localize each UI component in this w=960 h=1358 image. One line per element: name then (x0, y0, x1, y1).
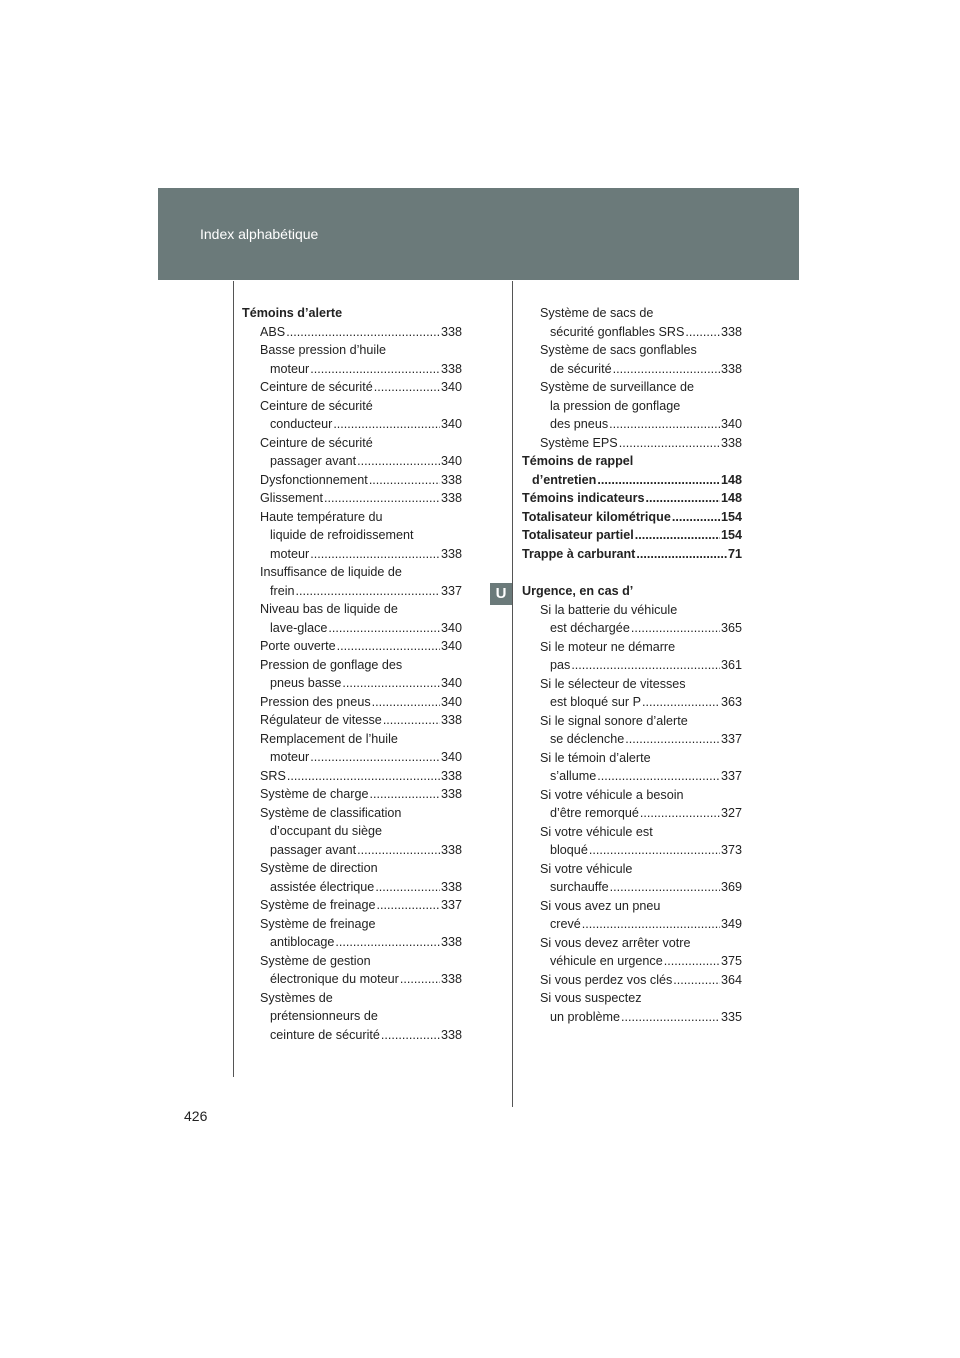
letter-tab-u[interactable]: U (490, 583, 512, 605)
index-entry-text: est bloqué sur P (550, 695, 642, 709)
leader-dots (582, 915, 720, 934)
leader-dots (685, 323, 720, 342)
leader-dots (597, 471, 720, 490)
index-entry-text: Totalisateur kilométrique (522, 509, 671, 524)
index-entry (242, 323, 462, 342)
leader-dots (310, 748, 440, 767)
index-entry-text: crevé (550, 917, 581, 931)
index-entry (522, 823, 742, 842)
leader-dots (370, 785, 440, 804)
index-entry (522, 471, 742, 490)
index-entry (242, 804, 462, 823)
index-entry-text: Témoins d’alerte (242, 306, 343, 320)
index-entry (242, 452, 462, 471)
page-header (158, 188, 799, 280)
index-entry-text: Trappe à carburant (522, 546, 636, 561)
index-entry (522, 415, 742, 434)
index-entry-page[interactable]: 338 (720, 361, 742, 376)
index-entry (522, 767, 742, 786)
index-entry (242, 767, 462, 786)
index-entry (522, 526, 742, 545)
leader-dots (377, 896, 440, 915)
index-entry-text: Remplacement de l’huile (260, 731, 398, 746)
index-entry-page[interactable]: 327 (720, 806, 742, 820)
index-entry (522, 786, 742, 805)
index-entry-text: surchauffe (550, 880, 609, 894)
index-entry-text: Ceinture de sécurité (260, 398, 373, 413)
index-entry-text: Si vous suspectez (540, 991, 642, 1005)
index-entry-page[interactable]: 373 (720, 843, 742, 857)
index-entry (522, 489, 742, 508)
leader-dots (621, 1008, 720, 1027)
index-entry (242, 434, 462, 453)
index-entry-text: d’occupant du siège (270, 824, 383, 838)
index-entry-page[interactable]: 338 (440, 491, 462, 505)
index-entry-text: Si votre véhicule (540, 861, 633, 876)
index-entry-text: un problème (550, 1009, 621, 1024)
index-entry-text: ceinture de sécurité (270, 1027, 380, 1042)
index-entry-text: est déchargée (550, 621, 630, 635)
index-entry-text: Système de surveillance de (540, 380, 695, 394)
index-entry (522, 508, 742, 527)
index-entry (242, 489, 462, 508)
index-entry-text: Porte ouverte (260, 639, 336, 653)
index-entry-page[interactable]: 361 (720, 658, 742, 672)
index-entry (242, 711, 462, 730)
index-entry-text: Ceinture de sécurité (260, 435, 373, 450)
index-entry (242, 656, 462, 675)
index-entry-page[interactable]: 340 (440, 620, 462, 635)
index-entry-text: moteur (270, 750, 310, 764)
index-entry-text: Système de direction (260, 861, 378, 875)
index-entry-text: Si vous devez arrêter votre (540, 935, 691, 950)
index-entry (522, 804, 742, 823)
index-entry-text: antiblocage (270, 935, 335, 949)
index-entry (242, 415, 462, 434)
index-entry-text: bloqué (550, 843, 588, 857)
index-entry-text: ABS (260, 324, 286, 339)
index-entry-text: Si le moteur ne démarre (540, 639, 676, 654)
index-entry-text: Si le sélecteur de vitesses (540, 676, 686, 691)
index-entry-text: Si votre véhicule a besoin (540, 787, 684, 802)
index-entry (242, 878, 462, 897)
index-entry-text: Si le témoin d’alerte (540, 750, 651, 765)
index-entry-page[interactable]: 148 (720, 472, 742, 487)
index-entry (242, 360, 462, 379)
index-entry-text: passager avant (270, 454, 357, 468)
index-entry-page[interactable]: 338 (440, 713, 462, 727)
header-title: Index alphabétique (200, 226, 319, 242)
index-entry-page[interactable]: 369 (720, 880, 742, 894)
leader-dots (383, 711, 440, 730)
index-entry (242, 730, 462, 749)
index-entry (522, 397, 742, 416)
index-entry-text: moteur (270, 361, 310, 376)
index-entry-text: conducteur (270, 417, 333, 431)
index-entry (522, 619, 742, 638)
index-entry-text: Régulateur de vitesse (260, 713, 382, 727)
index-entry-page[interactable]: 338 (440, 472, 462, 487)
index-entry-text: Totalisateur partiel (522, 528, 634, 542)
leader-dots (342, 674, 440, 693)
index-entry-text: se déclenche (550, 732, 625, 746)
index-entry (522, 601, 742, 620)
index-entry-text: sécurité gonflables SRS (550, 324, 685, 339)
index-entry-text: Si la batterie du véhicule (540, 602, 678, 617)
index-entry-page[interactable]: 338 (720, 324, 742, 339)
index-entry-page[interactable]: 363 (720, 695, 742, 709)
index-entry-page[interactable]: 338 (440, 842, 462, 857)
index-entry-page[interactable]: 148 (720, 491, 742, 505)
index-entry-text: Systèmes de (260, 990, 333, 1005)
index-entry (522, 378, 742, 397)
index-entry-page[interactable]: 338 (440, 1027, 462, 1042)
index-entry-text: Système de sacs gonflables (540, 343, 697, 357)
left-column-rule (233, 281, 234, 1077)
index-entry-page[interactable]: 338 (440, 787, 462, 801)
index-entry (522, 841, 742, 860)
index-entry (522, 989, 742, 1008)
index-entry-text: Pression de gonflage des (260, 657, 403, 672)
leader-dots (635, 526, 720, 545)
index-entry-text: la pression de gonflage (550, 398, 681, 413)
index-entry (522, 915, 742, 934)
index-entry (522, 360, 742, 379)
leader-dots (357, 452, 440, 471)
index-entry (242, 341, 462, 360)
leader-dots (645, 489, 720, 508)
index-entry-page[interactable]: 364 (720, 972, 742, 987)
index-entry-page[interactable]: 340 (440, 380, 462, 394)
index-entry (242, 526, 462, 545)
index-entry (522, 934, 742, 953)
index-entry-text: Témoins indicateurs (522, 491, 645, 505)
index-entry-text: véhicule en urgence (550, 954, 663, 968)
leader-dots (324, 489, 440, 508)
index-entry-text: assistée électrique (270, 879, 375, 894)
index-entry (242, 933, 462, 952)
index-entry-page[interactable]: 337 (720, 769, 742, 783)
index-entry-page[interactable]: 375 (720, 954, 742, 968)
index-entry-text: Système de charge (260, 787, 369, 801)
index-entry-page[interactable]: 340 (440, 639, 462, 653)
index-column-right (522, 304, 742, 1026)
index-entry-text: Pression des pneus (260, 694, 371, 709)
index-entry (242, 582, 462, 601)
index-entry (522, 860, 742, 879)
leader-dots (664, 952, 720, 971)
index-entry-page[interactable]: 340 (440, 417, 462, 431)
index-entry (522, 638, 742, 657)
leader-dots (372, 693, 440, 712)
index-entry-text: liquide de refroidissement (270, 528, 414, 542)
leader-dots (287, 767, 440, 786)
index-entry (242, 693, 462, 712)
index-entry (242, 1007, 462, 1026)
index-entry (522, 693, 742, 712)
index-entry (522, 730, 742, 749)
page-number: 426 (184, 1108, 208, 1124)
leader-dots (381, 1026, 440, 1045)
index-entry (522, 323, 742, 342)
index-entry-page[interactable]: 340 (440, 454, 462, 468)
leader-dots (642, 693, 720, 712)
leader-dots (335, 933, 440, 952)
index-entry (242, 619, 462, 638)
index-entry (522, 897, 742, 916)
index-entry-text: prétensionneurs de (270, 1009, 378, 1023)
index-entry-text: Insuffisance de liquide de (260, 565, 402, 579)
index-entry-page[interactable]: 338 (440, 361, 462, 376)
index-entry (522, 712, 742, 731)
leader-dots (636, 545, 727, 564)
leader-dots (310, 360, 440, 379)
leader-dots (286, 323, 440, 342)
index-entry-text: s’allume (550, 769, 597, 783)
leader-dots (296, 582, 440, 601)
index-entry-text: Si votre véhicule est (540, 824, 653, 839)
index-entry-text: Urgence, en cas d’ (522, 584, 634, 598)
index-entry (242, 970, 462, 989)
leader-dots (571, 656, 720, 675)
leader-dots (597, 767, 720, 786)
index-entry-text: Si le signal sonore d’alerte (540, 713, 688, 728)
index-entry-text: Dysfonctionnement (260, 472, 368, 487)
index-entry-text: Système EPS (540, 435, 618, 450)
index-entry-page[interactable]: 71 (727, 546, 742, 561)
index-entry-text: d’entretien (532, 472, 597, 487)
index-entry (242, 508, 462, 527)
index-entry-page[interactable]: 335 (720, 1009, 742, 1024)
index-entry-page[interactable]: 154 (720, 528, 742, 542)
index-entry (522, 582, 742, 601)
index-entry-page[interactable]: 338 (440, 324, 462, 339)
index-entry-text: de sécurité (550, 361, 612, 376)
leader-dots (374, 378, 440, 397)
index-entry (242, 1026, 462, 1045)
leader-dots (619, 434, 720, 453)
leader-dots (333, 415, 440, 434)
index-entry-page[interactable]: 154 (720, 509, 742, 524)
index-entry-page[interactable]: 338 (440, 546, 462, 561)
index-column-left (242, 304, 462, 1044)
index-entry-page[interactable]: 340 (440, 676, 462, 690)
index-entry (522, 452, 742, 471)
index-entry-page[interactable]: 338 (440, 879, 462, 894)
index-entry (242, 563, 462, 582)
index-entry-text: pneus basse (270, 676, 342, 690)
index-entry-text: Système de gestion (260, 953, 371, 968)
leader-dots (400, 970, 440, 989)
index-entry-text: Témoins de rappel (522, 454, 634, 468)
index-entry-page[interactable]: 338 (440, 935, 462, 949)
leader-dots (609, 415, 720, 434)
middle-column-rule (512, 281, 513, 1107)
index-entry (522, 341, 742, 360)
index-entry (242, 859, 462, 878)
index-entry-text: Glissement (260, 491, 323, 505)
index-entry (242, 841, 462, 860)
index-entry (242, 304, 462, 323)
index-entry (522, 434, 742, 453)
index-entry-page[interactable]: 337 (440, 898, 462, 912)
index-entry (242, 378, 462, 397)
index-entry-page[interactable]: 337 (720, 732, 742, 746)
index-entry (522, 675, 742, 694)
index-entry (242, 822, 462, 841)
leader-dots (310, 545, 440, 564)
leader-dots (328, 619, 440, 638)
index-entry (242, 637, 462, 656)
index-entry (242, 674, 462, 693)
leader-dots (357, 841, 440, 860)
index-entry-text: Si vous avez un pneu (540, 898, 661, 913)
leader-dots (640, 804, 720, 823)
index-entry-page[interactable]: 340 (440, 750, 462, 764)
index-entry-text: Si vous perdez vos clés (540, 972, 673, 987)
index-entry-text: Niveau bas de liquide de (260, 602, 398, 616)
index-entry (522, 656, 742, 675)
index-entry-text: d’être remorqué (550, 806, 639, 820)
leader-dots (369, 471, 440, 490)
leader-dots (673, 971, 720, 990)
index-entry-text: Haute température du (260, 509, 383, 524)
index-entry-text: frein (270, 583, 295, 598)
leader-dots (610, 878, 720, 897)
index-entry-page[interactable]: 338 (720, 435, 742, 450)
index-entry-text: Système de classification (260, 805, 402, 820)
index-entry-page[interactable]: 340 (720, 417, 742, 431)
leader-dots (625, 730, 720, 749)
index-entry (242, 952, 462, 971)
leader-dots (613, 360, 720, 379)
index-entry-text: électronique du moteur (270, 972, 399, 986)
index-entry (522, 971, 742, 990)
index-entry (522, 878, 742, 897)
index-entry (242, 989, 462, 1008)
index-entry (522, 749, 742, 768)
leader-dots (589, 841, 720, 860)
index-entry-text: lave-glace (270, 620, 328, 635)
index-entry-text: Basse pression d’huile (260, 343, 387, 357)
leader-dots (337, 637, 440, 656)
index-entry-text: Système de freinage (260, 916, 376, 931)
index-entry (242, 471, 462, 490)
index-entry (242, 748, 462, 767)
index-entry-page[interactable]: 349 (720, 917, 742, 931)
index-entry-text: des pneus (550, 417, 609, 431)
index-entry-page[interactable]: 338 (440, 768, 462, 783)
index-entry (522, 1008, 742, 1027)
index-entry (522, 304, 742, 323)
index-entry-text: passager avant (270, 842, 357, 857)
index-entry (242, 545, 462, 564)
index-entry (242, 785, 462, 804)
index-entry (242, 397, 462, 416)
index-entry (522, 545, 742, 564)
index-entry-text: pas (550, 658, 571, 672)
leader-dots (375, 878, 440, 897)
index-entry (242, 915, 462, 934)
index-entry-page[interactable]: 337 (440, 583, 462, 598)
index-gap (522, 563, 742, 582)
index-entry-page[interactable]: 340 (440, 694, 462, 709)
leader-dots (631, 619, 720, 638)
index-entry (242, 600, 462, 619)
index-entry-text: Ceinture de sécurité (260, 380, 373, 394)
index-entry (242, 896, 462, 915)
index-entry-page[interactable]: 365 (720, 621, 742, 635)
index-entry-page[interactable]: 338 (440, 972, 462, 986)
index-entry-text: Système de freinage (260, 898, 376, 912)
index-entry (522, 952, 742, 971)
leader-dots (672, 508, 720, 527)
index-entry-text: Système de sacs de (540, 306, 654, 320)
index-entry-text: moteur (270, 546, 310, 561)
index-entry-text: SRS (260, 768, 286, 783)
